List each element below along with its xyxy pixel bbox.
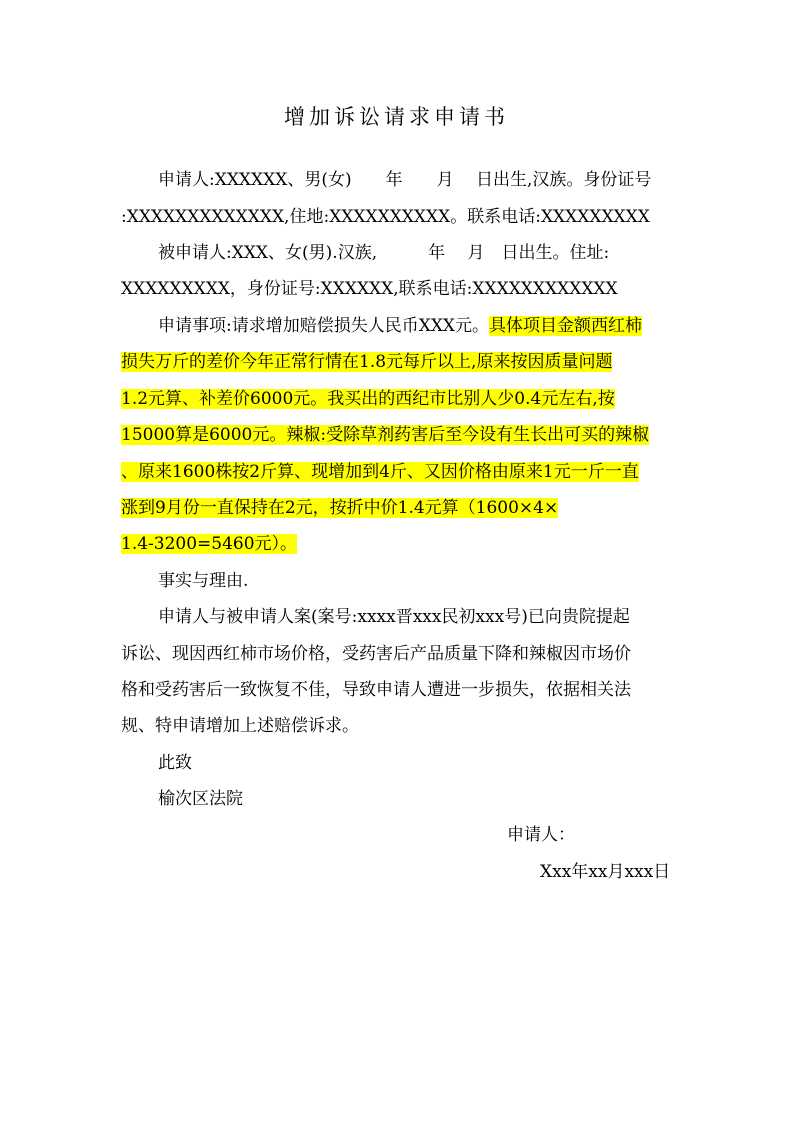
respondent-line-1: 被申请人:XXX、女(男).汉族, 年 月 日出生。住址: (158, 243, 610, 263)
closing-salutation: 此致 (158, 753, 192, 773)
facts-heading: 事实与理由. (158, 571, 249, 591)
applicant-line-2: :XXXXXXXXXXXXX,住地:XXXXXXXXXX。联系电话:XXXXXXXXX (121, 207, 650, 227)
claim-line-2 (121, 350, 612, 374)
signature-date: Xxx年xx月xxx日 (540, 862, 671, 882)
claim-line-5 (121, 460, 639, 484)
document-title: 增加诉讼请求申请书 (284, 105, 509, 129)
court-name: 榆次区法院 (158, 789, 243, 809)
facts-line-1: 申请人与被申请人案(案号:xxxx晋xxx民初xxx号)已向贵院提起 (158, 607, 630, 627)
claim-line-1 (158, 314, 642, 338)
claim-line-2-highlight: 损失万斤的差价今年正常行情在1.8元每斤以上,原来按因质量问题 (121, 352, 613, 372)
claim-line-1-plain: 申请事项:请求增加赔偿损失人民币XXX元。 (158, 316, 490, 336)
claim-line-3 (121, 387, 615, 411)
claim-line-4-highlight: 15000算是6000元。辣椒:受除草剂药害后至今设有生长出可买的辣椒 (121, 425, 650, 445)
claim-line-5-highlight: 、原来1600株按2斤算、现增加到4斤、又因价格由原来1元一斤一直 (121, 462, 639, 482)
facts-line-4: 规、特申请增加上述赔偿诉求。 (121, 716, 359, 736)
claim-line-7-highlight: 1.4-3200=5460元）。 (121, 534, 298, 554)
claim-line-7 (121, 532, 297, 556)
claim-line-1-highlight: 具体项目金额西红柿 (489, 316, 643, 336)
claim-line-6 (121, 496, 558, 520)
signature-label: 申请人： (507, 825, 575, 845)
claim-line-6-highlight: 涨到9月份一直保持在2元，按折中价1.4元算（1600×4× (121, 498, 559, 518)
respondent-line-2: XXXXXXXXX，身份证号:XXXXXX,联系电话:XXXXXXXXXXXX (121, 279, 618, 299)
claim-line-3-highlight: 1.2元算、补差价6000元。我买出的西纪市比别人少0.4元左右,按 (121, 389, 615, 409)
claim-line-4 (121, 423, 649, 447)
facts-line-3: 格和受药害后一致恢复不佳，导致申请人遭进一步损失，依据相关法 (121, 680, 631, 700)
applicant-line-1: 申请人:XXXXXX、男(女) 年 月 日出生,汉族。身份证号 (158, 170, 652, 190)
facts-line-2: 诉讼、现因西红柿市场价格，受药害后产品质量下降和辣椒因市场价 (121, 644, 631, 664)
